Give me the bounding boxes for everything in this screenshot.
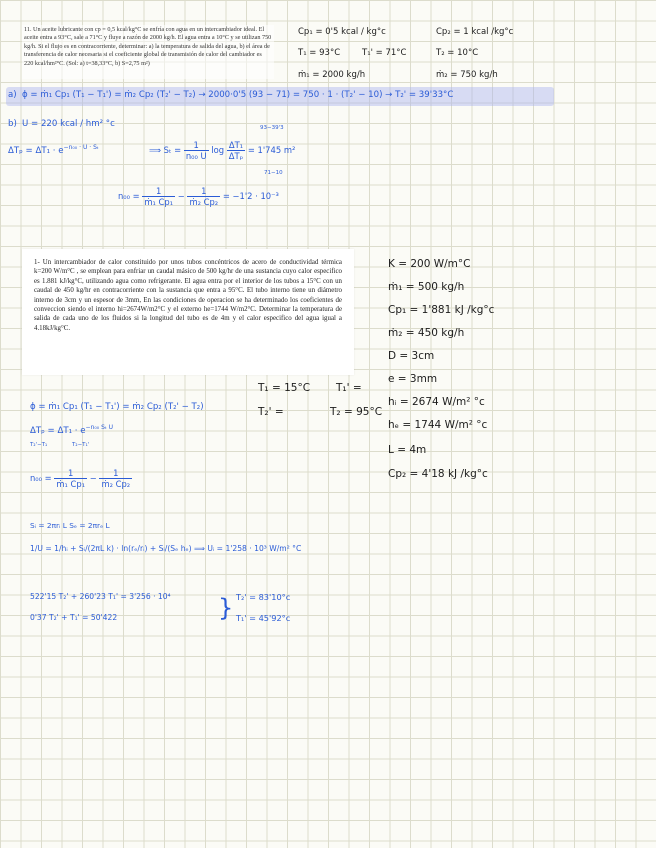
given2-t2: T₂ = 95°C <box>330 406 383 418</box>
sol2-energy-balance: ϕ = ṁ₁ Cp₁ (T₁ − T₁') = ṁ₂ Cp₂ (T₂' − T₂) <box>30 402 204 412</box>
part-b-ncc <box>118 186 279 207</box>
ncc-frac-2-num: 1 <box>187 186 220 197</box>
ncc-label: n₀₀ = <box>118 191 140 201</box>
given2-m2: ṁ₂ = 450 kg/h <box>388 327 465 339</box>
ncc-frac-1 <box>142 186 175 207</box>
sol2-dt <box>30 424 113 436</box>
given2-he: hₑ = 1744 W/m² °c <box>388 419 488 431</box>
frac-1-over-nu <box>184 140 209 161</box>
sol2-note-2: T₂−T₁' <box>72 442 90 448</box>
dt-exponent: −n₀₀ · U · Sₜ <box>63 144 99 151</box>
ncc-frac-1-den: ṁ₁ Cp₁ <box>144 197 174 207</box>
sol2-minus: − <box>89 473 97 483</box>
log-word: log <box>211 145 225 155</box>
sol2-frac-2-num: 1 <box>99 468 132 479</box>
given2-m1: ṁ₁ = 500 kg/h <box>388 281 465 293</box>
ncc-result: = −1'2 · 10⁻³ <box>222 191 279 201</box>
given2-e: e = 3mm <box>388 373 438 385</box>
given2-cp2: Cp₂ = 4'18 kJ /kg°c <box>388 468 488 480</box>
given2-t1-prime: T₁' = <box>336 382 362 394</box>
sol2-frac-2 <box>99 468 132 489</box>
frac-log <box>227 140 245 161</box>
arrow-st: ⟹ Sₜ = <box>149 145 182 155</box>
sol2-frac-1-num: 1 <box>54 468 87 479</box>
frac-log-den: ΔTₚ <box>228 151 244 161</box>
sol2-ncc <box>30 468 132 489</box>
given2-d: D = 3cm <box>388 350 435 362</box>
sol2-frac-1 <box>54 468 87 489</box>
problem-statement-11: 11. Un aceite lubricante con cp = 0,5 kcal/kg°C se enfría con agua en un intercambiador ideal. El aceite entra a 93°C, sale a 71°C y fluye a razón de 2000 kg/h. El agua entra a 10°C y se utilizan 750 kg/h. Si el flujo es en contracorriente, determinar: a) la temperatura de salida del agua, b) el área de transferencia de calor necesaria si el coeficiente global de transmisión de calor del cambiador es 220 kcal/hm²°C. (Sol: a) t=38,33°C, b) S=2,75 m²) <box>22 25 274 79</box>
sol2-note-1: T₂'−T₁ <box>30 442 48 448</box>
given-m1: ṁ₁ = 2000 kg/h <box>298 70 366 80</box>
sol2-frac-2-den: ṁ₂ Cp₂ <box>101 479 131 489</box>
ncc-minus: − <box>177 191 185 201</box>
sol2-u-equation: 1/U = 1/hᵢ + Sᵢ/(2πL k) · ln(rₑ/rᵢ) + Sᵢ/(Sₑ hₑ) ⟹ Uᵢ = 1'258 · 10³ W/m² °C <box>30 544 302 553</box>
part-b-st <box>149 140 295 161</box>
given-k: K = 200 W/m°C <box>388 258 471 270</box>
st-result: = 1'745 m² <box>247 145 296 155</box>
dt-expression: ΔTₚ = ΔT₁ · e <box>8 145 64 156</box>
ncc-frac-1-num: 1 <box>142 186 175 197</box>
frac-den: n₀₀ U <box>185 151 207 161</box>
ncc-frac-2-den: ṁ₂ Cp₂ <box>189 197 219 207</box>
given2-t1: T₁ = 15°C <box>258 382 311 394</box>
sol2-system-eq-2: 0'37 T₂' + T₁' = 50'422 <box>30 613 118 622</box>
note-top: 93−39'3 <box>260 125 284 131</box>
given-m2: ṁ₂ = 750 kg/h <box>436 70 498 80</box>
note-bottom: 71−10 <box>264 170 283 176</box>
given2-t2-prime: T₂' = <box>258 406 284 418</box>
frac-log-num: ΔT₁ <box>227 140 245 151</box>
part-b-label: b) <box>8 119 17 129</box>
ncc-frac-2 <box>187 186 220 207</box>
sol2-result-1: T₂' = 83'10°c <box>236 592 291 602</box>
given-cp2: Cp₂ = 1 kcal /kg°c <box>436 27 514 37</box>
sol2-system-eq-1: 522'15 T₂' + 260'23 T₁' = 3'256 · 10⁴ <box>30 592 171 601</box>
given-cp1: Cp₁ = 0'5 kcal / kg°c <box>298 27 386 37</box>
sol2-ncc-label: n₀₀ = <box>30 473 52 483</box>
problem-statement-1: 1- Un intercambiador de calor constituido por unos tubos concéntricos de acero de conductividad térmica k=200 W/m°C , se emplean para enfriar un caudal másico de 500 kg/hr de una sustancia cuyo calor especifico es 1.881 kJ/kg°C, utilizando agua como refrigerante. El agua entra por el interior de los tubos a 15°C con un caudal de 450 kg/hr en contracorriente con la sustancia que entra a 95°C. El tubo interno tiene un diámetro interno de 3cm y un espesor de 3mm, En las condiciones de operacion se ha determinado los coeficientes de conveccion siendo el interno hi=2674W/m2°C y el externo he=1744 W/m2°C. Determinar la temperatura de salida de cada uno de los fluidos si la longitud del tubo es de 4m y el calor especifico del agua igual a 4.18kJ/kg°C. <box>22 249 354 375</box>
sol2-frac-1-den: ṁ₁ Cp₁ <box>56 479 86 489</box>
given2-l: L = 4m <box>388 444 427 456</box>
sol2-dt-expression: ΔTₚ = ΔT₁ · e <box>30 425 86 436</box>
sol2-result-2: T₁' = 45'92°c <box>236 613 291 623</box>
given2-cp1: Cp₁ = 1'881 kJ /kg°c <box>388 304 495 316</box>
given2-hi: hᵢ = 2674 W/m² °c <box>388 396 485 408</box>
part-b-dt <box>8 144 99 156</box>
system-brace: } <box>218 594 234 622</box>
sol2-areas: Sᵢ = 2πrᵢ L Sₑ = 2πrₑ L <box>30 521 110 530</box>
sol2-dt-exponent: −n₀₀ Sₜ U <box>85 424 114 431</box>
part-a-equation: ϕ = ṁ₁ Cp₁ (T₁ − T₁') = ṁ₂ Cp₂ (T₂' − T₂) → 2000·0'5 (93 − 71) = 750 · 1 · (T₂' − 10) → T₂' = 39'33°C <box>22 90 454 100</box>
part-a-label: a) <box>8 90 17 100</box>
given-t2: T₂ = 10°C <box>436 48 479 58</box>
part-b-u: U = 220 kcal / hm² °c <box>22 119 115 129</box>
given-t1: T₁ = 93°C <box>298 48 341 58</box>
frac-num: 1 <box>184 140 209 151</box>
given-t1-prime: T₁' = 71°C <box>362 48 407 58</box>
